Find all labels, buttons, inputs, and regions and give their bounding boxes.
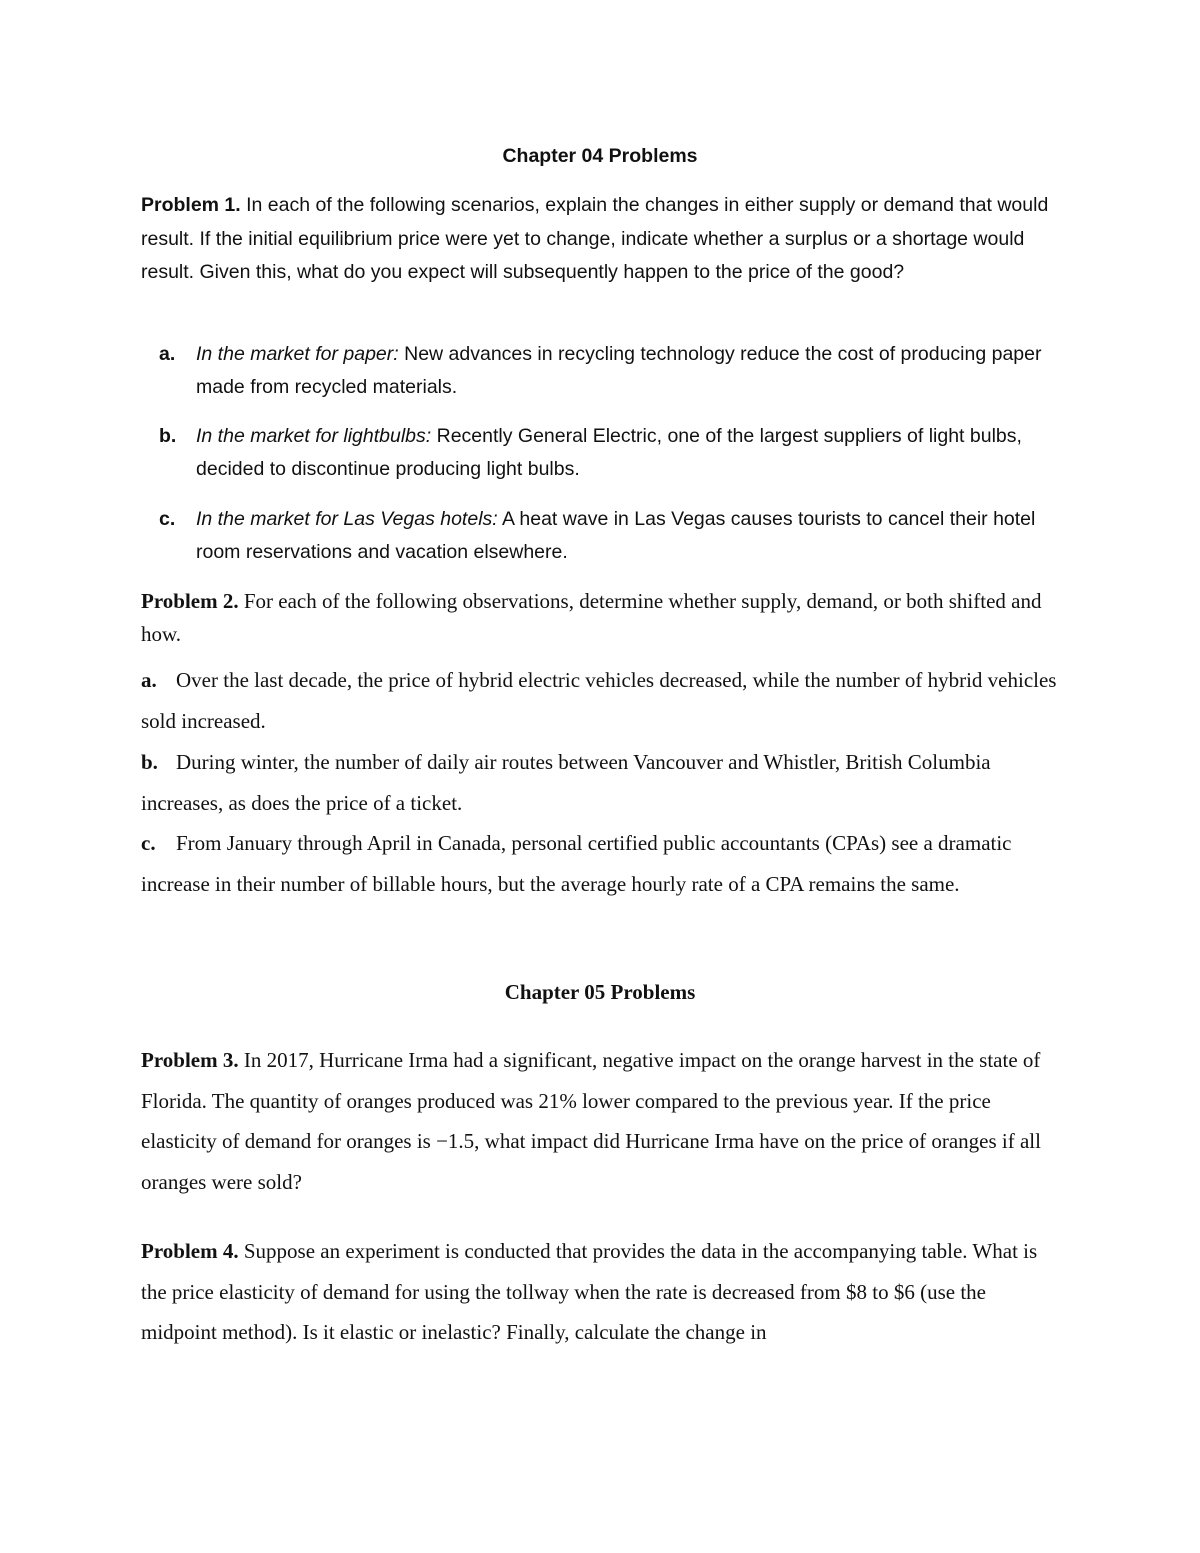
item-text: During winter, the number of daily air routes between Vancouver and Whistler, British Columbia increases, as does the price of a ticket. (141, 750, 991, 815)
chapter-04-heading: Chapter 04 Problems (502, 145, 698, 167)
problem-1-item-b (141, 420, 1061, 485)
problem-4-paragraph (141, 1231, 1061, 1353)
item-text: From January through April in Canada, personal certified public accountants (CPAs) see a dramatic increase in their number of billable hours, but the average hourly rate of a CPA remains the same. (141, 831, 1012, 896)
item-text: Recently General Electric, one of the largest suppliers of light bulbs, decided to discontinue producing light bulbs. (196, 425, 1022, 480)
problem-3-text: In 2017, Hurricane Irma had a significant, negative impact on the orange harvest in the state of Florida. The quantity of oranges produced was 21% lower compared to the previous year. If the price elasticity of demand for oranges is −1.5, what impact did Hurricane Irma have on the price of oranges if all oranges were sold? (141, 1048, 1041, 1194)
item-marker: a. (159, 343, 176, 365)
item-text: Over the last decade, the price of hybrid electric vehicles decreased, while the number of hybrid vehicles sold increased. (141, 668, 1057, 733)
problem-1-text: In each of the following scenarios, explain the changes in either supply or demand that would result. If the initial equilibrium price were yet to change, indicate whether a surplus or a shortage would result. Given this, what do you expect will subsequently happen to the price of the good? (141, 194, 1049, 283)
problem-2-text: For each of the following observations, determine whether supply, demand, or both shifted and how. (141, 589, 1042, 646)
problem-4-label: Problem 4. (141, 1239, 239, 1263)
item-marker: c. (159, 508, 176, 530)
problem-4-text: Suppose an experiment is conducted that provides the data in the accompanying table. What is the price elasticity of demand for using the tollway when the rate is decreased from $8 to $6 (use the midpoint method). Is it elastic or inelastic? Finally, calculate the change in (141, 1239, 1038, 1344)
problem-3-label: Problem 3. (141, 1048, 239, 1072)
problem-3-paragraph (141, 1040, 1061, 1202)
problem-1-item-a (141, 338, 1061, 403)
market-label: In the market for paper: (196, 343, 399, 365)
problem-2-paragraph (141, 585, 1061, 650)
item-marker: a. (141, 668, 157, 692)
item-marker: b. (159, 425, 177, 447)
problem-2-item-a (141, 660, 1061, 741)
problem-1-paragraph (141, 189, 1061, 290)
item-text: New advances in recycling technology reduce the cost of producing paper made from recycled materials. (196, 343, 1042, 398)
item-marker: b. (141, 750, 158, 774)
item-text: A heat wave in Las Vegas causes tourists to cancel their hotel room reservations and vacation elsewhere. (196, 508, 1036, 563)
problem-2-item-b (141, 742, 1061, 823)
problem-1-item-c (141, 503, 1061, 568)
chapter-05-heading: Chapter 05 Problems (504, 980, 696, 1004)
market-label: In the market for Las Vegas hotels: (196, 508, 498, 530)
item-marker: c. (141, 831, 156, 855)
market-label: In the market for lightbulbs: (196, 425, 432, 447)
problem-2-item-c (141, 823, 1061, 904)
problem-2-label: Problem 2. (141, 589, 239, 613)
problem-1-label: Problem 1. (141, 194, 241, 216)
